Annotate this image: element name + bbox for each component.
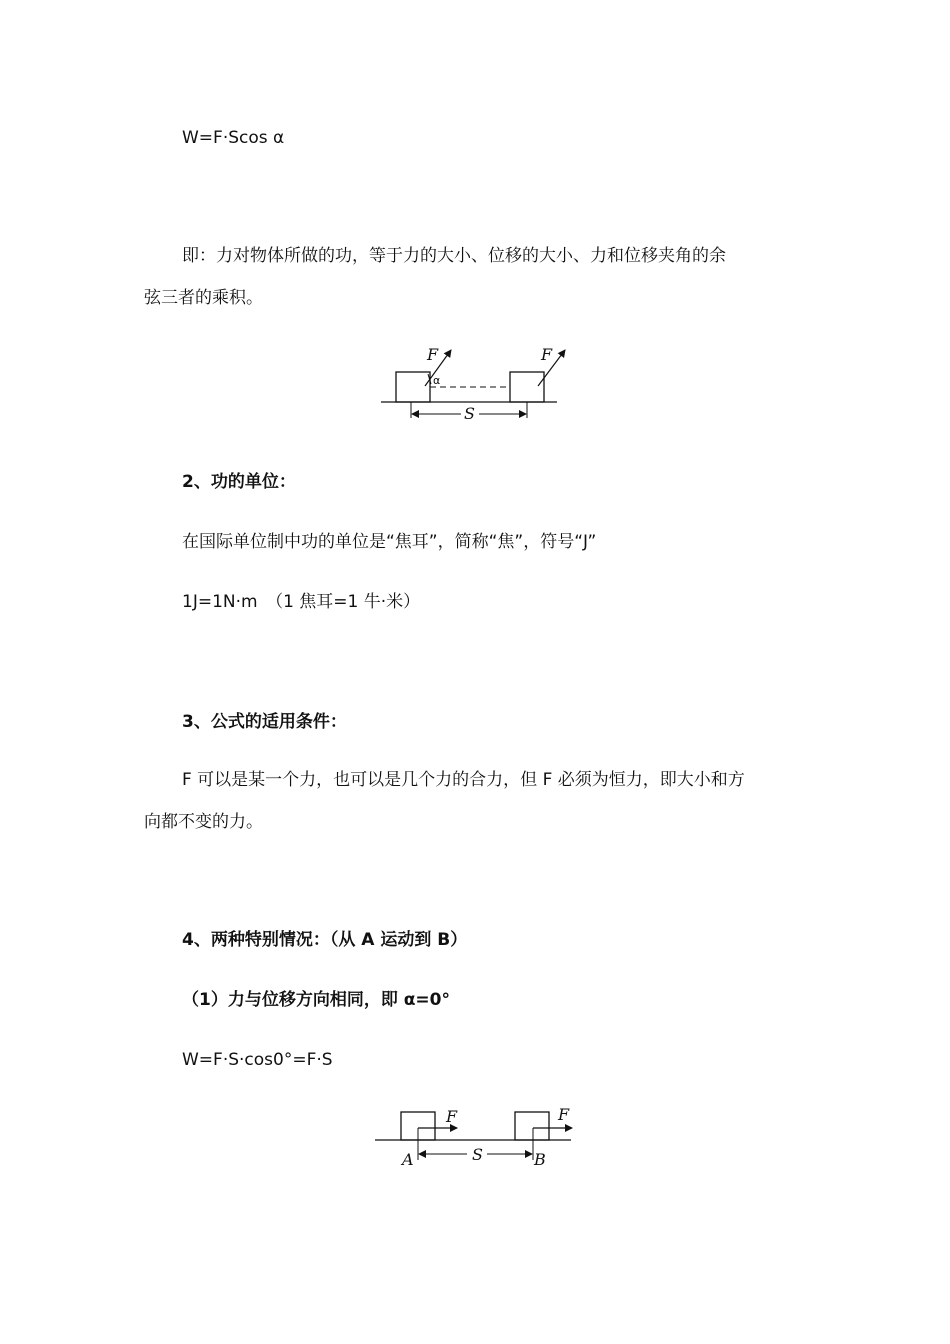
force-label-left: F — [427, 345, 439, 364]
force-label-b: F — [558, 1105, 570, 1124]
section-2-heading: 2、功的单位： — [182, 472, 296, 492]
figure-oblique-force — [375, 344, 565, 426]
section-2-formula: 1J=1N·m （1 焦耳=1 牛·米） — [182, 592, 421, 612]
point-a-label: A — [402, 1150, 414, 1169]
block-b — [515, 1112, 549, 1140]
displacement-label: S — [464, 404, 475, 423]
displacement-label: S — [472, 1145, 483, 1164]
section-3-line-1: F 可以是某一个力，也可以是几个力的合力，但 F 必须为恒力，即大小和方 — [182, 770, 745, 790]
angle-label: α — [433, 374, 441, 387]
block-left — [396, 372, 430, 402]
force-label-a: F — [446, 1107, 458, 1126]
force-label-right: F — [541, 345, 553, 364]
figure-horizontal-force-svg — [375, 1104, 575, 1168]
section-3-line-2: 向都不变的力。 — [144, 812, 263, 832]
figure-horizontal-force — [375, 1104, 575, 1168]
section-3-heading: 3、公式的适用条件： — [182, 712, 347, 732]
work-formula: W=F·Scos α — [182, 128, 285, 148]
section-4-heading: 4、两种特别情况：（从 A 运动到 B） — [182, 930, 468, 950]
block-right — [510, 372, 544, 402]
case-1-heading: （1）力与位移方向相同，即 α=0° — [182, 990, 450, 1010]
section-2-text: 在国际单位制中功的单位是“焦耳”，简称“焦”，符号“J” — [182, 532, 597, 552]
explanation-line-1: 即：力对物体所做的功，等于力的大小、位移的大小、力和位移夹角的余 — [182, 246, 726, 266]
point-b-label: B — [534, 1150, 546, 1169]
explanation-line-2: 弦三者的乘积。 — [144, 288, 263, 308]
case-1-formula: W=F·S·cos0°=F·S — [182, 1050, 333, 1070]
figure-oblique-force-svg — [375, 344, 565, 426]
